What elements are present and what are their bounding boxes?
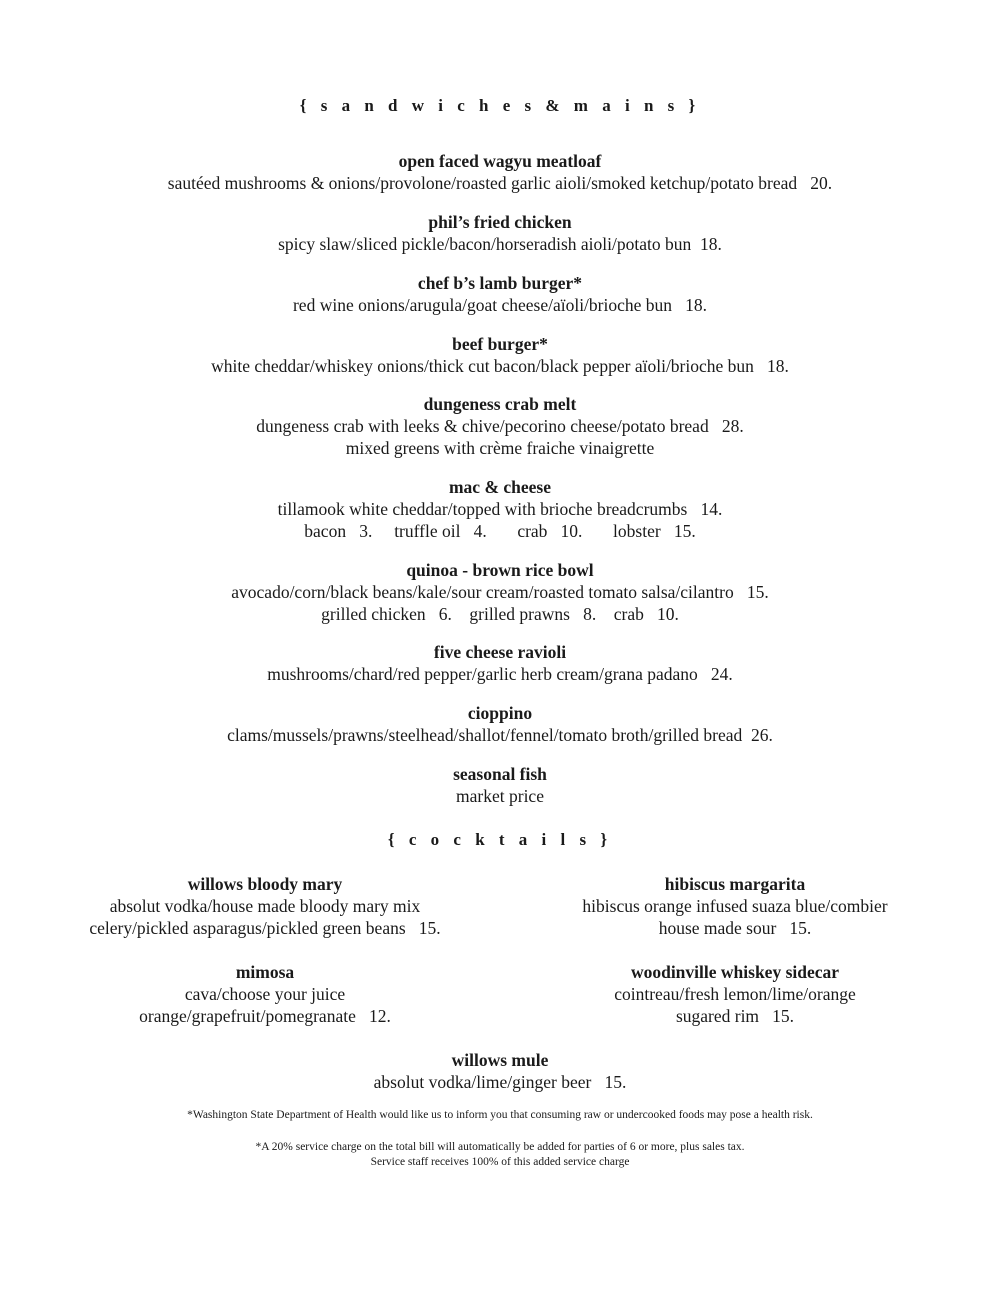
item-description: absolut vodka/lime/ginger beer 15.	[373, 1072, 627, 1092]
item-name: mac & cheese	[448, 477, 552, 497]
item-name: chef b’s lamb burger*	[417, 273, 583, 293]
menu-item	[0, 559, 1000, 625]
item-description: clams/mussels/prawns/steelhead/shallot/fennel/tomato broth/grilled bread 26.	[227, 725, 773, 745]
item-description: sautéed mushrooms & onions/provolone/roasted garlic aioli/smoked ketchup/potato bread 20.	[167, 173, 833, 193]
menu-item	[0, 763, 1000, 807]
item-description: white cheddar/whiskey onions/thick cut bacon/black pepper aïoli/brioche bun 18.	[211, 356, 789, 376]
mains-heading: { s a n d w i c h e s & m a i n s }	[299, 96, 701, 115]
item-name: willows bloody mary	[187, 874, 343, 894]
item-name: phil’s fried chicken	[428, 212, 572, 232]
menu-item	[0, 150, 1000, 194]
health-disclaimer	[0, 1108, 1000, 1123]
item-description: dungeness crab with leeks & chive/pecorino cheese/potato bread 28.	[256, 416, 744, 436]
item-name: five cheese ravioli	[433, 642, 567, 662]
item-name: woodinville whiskey sidecar	[630, 962, 840, 982]
item-description: sugared rim 15.	[675, 1006, 795, 1026]
item-description: market price	[456, 786, 544, 806]
cocktail-item	[0, 1049, 1000, 1093]
item-name: seasonal fish	[453, 764, 547, 784]
menu-item	[0, 702, 1000, 746]
item-name: hibiscus margarita	[664, 874, 806, 894]
item-description: absolut vodka/house made bloody mary mix	[109, 896, 421, 916]
item-description: orange/grapefruit/pomegranate 12.	[139, 1006, 391, 1026]
item-name: cioppino	[467, 703, 533, 723]
item-description: mixed greens with crème fraiche vinaigrette	[345, 438, 655, 458]
cocktail-item	[30, 961, 500, 1027]
service-note-line: *A 20% service charge on the total bill will automatically be added for parties of 6 or more, plus sales tax.	[255, 1141, 745, 1153]
item-description: avocado/corn/black beans/kale/sour cream/roasted tomato salsa/cilantro 15.	[231, 582, 769, 602]
item-description: cava/choose your juice	[184, 984, 346, 1004]
item-addons: bacon 3. truffle oil 4. crab 10. lobster 15.	[304, 521, 696, 541]
item-name: beef burger*	[452, 334, 548, 354]
cocktail-item	[500, 873, 970, 939]
item-addons: grilled chicken 6. grilled prawns 8. crab 10.	[321, 604, 679, 624]
menu-item	[0, 393, 1000, 459]
menu-item	[0, 476, 1000, 542]
health-note: *Washington State Department of Health would like us to inform you that consuming raw or undercooked foods may pose a health risk.	[187, 1109, 813, 1121]
item-description: mushrooms/chard/red pepper/garlic herb cream/grana padano 24.	[267, 664, 733, 684]
item-description: celery/pickled asparagus/pickled green beans 15.	[89, 918, 441, 938]
item-description: red wine onions/arugula/goat cheese/aïoli/brioche bun 18.	[292, 295, 708, 315]
menu-item	[0, 641, 1000, 685]
menu-item	[0, 211, 1000, 255]
item-description: hibiscus orange infused suaza blue/combier	[582, 896, 888, 916]
menu-item	[0, 333, 1000, 377]
item-name: open faced wagyu meatloaf	[398, 151, 602, 171]
cocktail-item	[500, 961, 970, 1027]
item-description: spicy slaw/sliced pickle/bacon/horseradish aioli/potato bun 18.	[278, 234, 722, 254]
cocktail-item	[30, 873, 500, 939]
item-description: cointreau/fresh lemon/lime/orange	[614, 984, 856, 1004]
menu-item	[0, 272, 1000, 316]
item-name: mimosa	[235, 962, 295, 982]
item-name: quinoa - brown rice bowl	[406, 560, 594, 580]
service-charge-note	[0, 1140, 1000, 1170]
cocktails-heading: { c o c k t a i l s }	[387, 830, 613, 849]
item-name: dungeness crab melt	[423, 394, 577, 414]
item-name: willows mule	[451, 1050, 549, 1070]
item-description: house made sour 15.	[658, 918, 812, 938]
service-note-line: Service staff receives 100% of this added service charge	[370, 1156, 630, 1168]
item-description: tillamook white cheddar/topped with brioche breadcrumbs 14.	[277, 499, 723, 519]
